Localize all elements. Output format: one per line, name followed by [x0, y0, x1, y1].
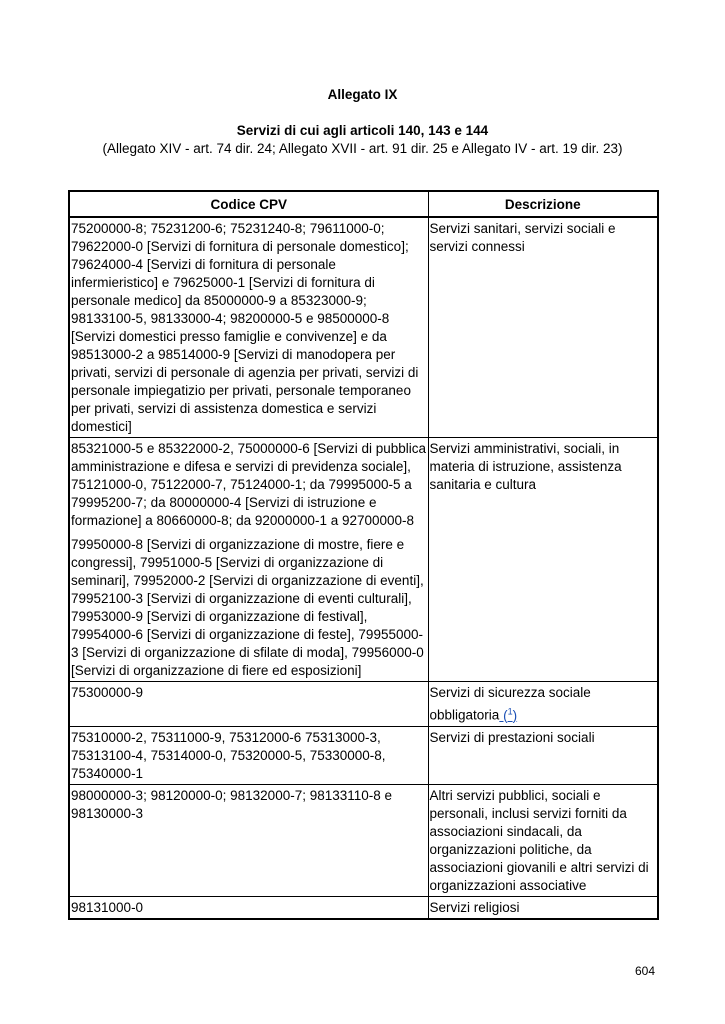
table-row — [69, 896, 658, 919]
cpv-code-text: 75300000-9 — [71, 685, 144, 700]
cpv-code-cell — [69, 784, 428, 896]
cpv-code-cell — [69, 217, 428, 438]
cpv-code-text: 75200000-8; 75231200-6; 75231240-8; 79611000-0; 79622000-0 [Servizi di fornitura di personale domestico]; 79624000-4 [Servizi di fornitura di personale infermieristico] e 79625000-1 [Servizi di fornitura di personale medico] da 85000000-9 a 85323000-9; 98133100-5, 98133000-4; 98200000-5 e 98500000-8 [Servizi domestici presso famiglie e convivenze] e da 98513000-2 a 98514000-9 [Servizi di manodopera per privati, servizi di personale di agenzia per privati, servizi di personale impiegatizio per privati, personale temporaneo per privati, servizi di assistenza domestica e servizi domestici] — [71, 221, 419, 434]
cpv-table — [68, 190, 659, 920]
description-cell: Servizi amministrativi, sociali, in materia di istruzione, assistenza sanitaria e cultura — [428, 438, 658, 682]
cpv-code-text: 75310000-2, 75311000-9, 75312000-6 75313000-3, 75313100-4, 75314000-0, 75320000-5, 75330000-8, 75340000-1 — [71, 729, 386, 781]
cpv-code-cell — [69, 726, 428, 784]
annex-title: Allegato IX — [327, 87, 398, 102]
description-cell: Altri servizi pubblici, sociali e personali, inclusi servizi forniti da associazioni sindacali, da organizzazioni politiche, da associazioni giovanili e altri servizi di organizzazioni associative — [428, 784, 658, 896]
description-cell: Servizi di prestazioni sociali — [428, 726, 658, 784]
cpv-code-text: 98000000-3; 98120000-0; 98132000-7; 98133110-8 e 98130000-3 — [71, 787, 393, 821]
cpv-code-text: 85321000-5 e 85322000-2, 75000000-6 [Servizi di pubblica amministrazione e difesa e servizi di previdenza sociale], 75121000-0, 75122000-7, 75124000-1; da 79995000-5 a 79995200-7; da 80000000-4 [Servizi di istruzione e formazione] a 80660000-8; da 92000000-1 a 92700000-8 — [71, 441, 427, 528]
annex-reference: (Allegato XIV - art. 74 dir. 24; Allegato XVII - art. 91 dir. 25 e Allegato IV - art. 19 dir. 23) — [102, 141, 623, 156]
description-cell — [428, 682, 658, 727]
cpv-code-cell — [69, 438, 428, 682]
description-cell: Servizi sanitari, servizi sociali e servizi connessi — [428, 217, 658, 438]
table-row — [69, 682, 658, 727]
footnote-number: 1 — [507, 706, 513, 716]
table-header-row — [69, 191, 658, 217]
description-cell: Servizi religiosi — [428, 896, 658, 919]
cpv-code-cell — [69, 896, 428, 919]
table-row — [69, 438, 658, 682]
column-header-code: Codice CPV — [69, 191, 428, 217]
cpv-code-text: 98131000-0 — [71, 899, 144, 915]
cpv-code-cell — [69, 682, 428, 727]
cpv-code-text: 79950000-8 [Servizi di organizzazione di mostre, fiere e congressi], 79951000-5 [Servizi di organizzazione di seminari], 79952000-2 [Servizi di organizzazione di eventi], 79952100-3 [Servizi di organizzazione di eventi culturali], 79953000-9 [Servizi di organizzazione di festival], 79954000-6 [Servizi di organizzazione di feste], 79955000-3 [Servizi di organizzazione di sfilate di moda], 79956000-0 [Servizi di organizzazione di fiere ed esposizioni] — [71, 537, 424, 678]
table-row — [69, 726, 658, 784]
table-row — [69, 784, 658, 896]
page-number: 604 — [634, 964, 655, 978]
description-text: Servizi di sicurezza sociale obbligatoria — [429, 685, 591, 723]
annex-subtitle: Servizi di cui agli articoli 140, 143 e 144 — [236, 123, 489, 138]
column-header-description: Descrizione — [428, 191, 658, 217]
footnote-link[interactable]: ($^1$) — [499, 706, 518, 723]
table-row — [69, 217, 658, 438]
